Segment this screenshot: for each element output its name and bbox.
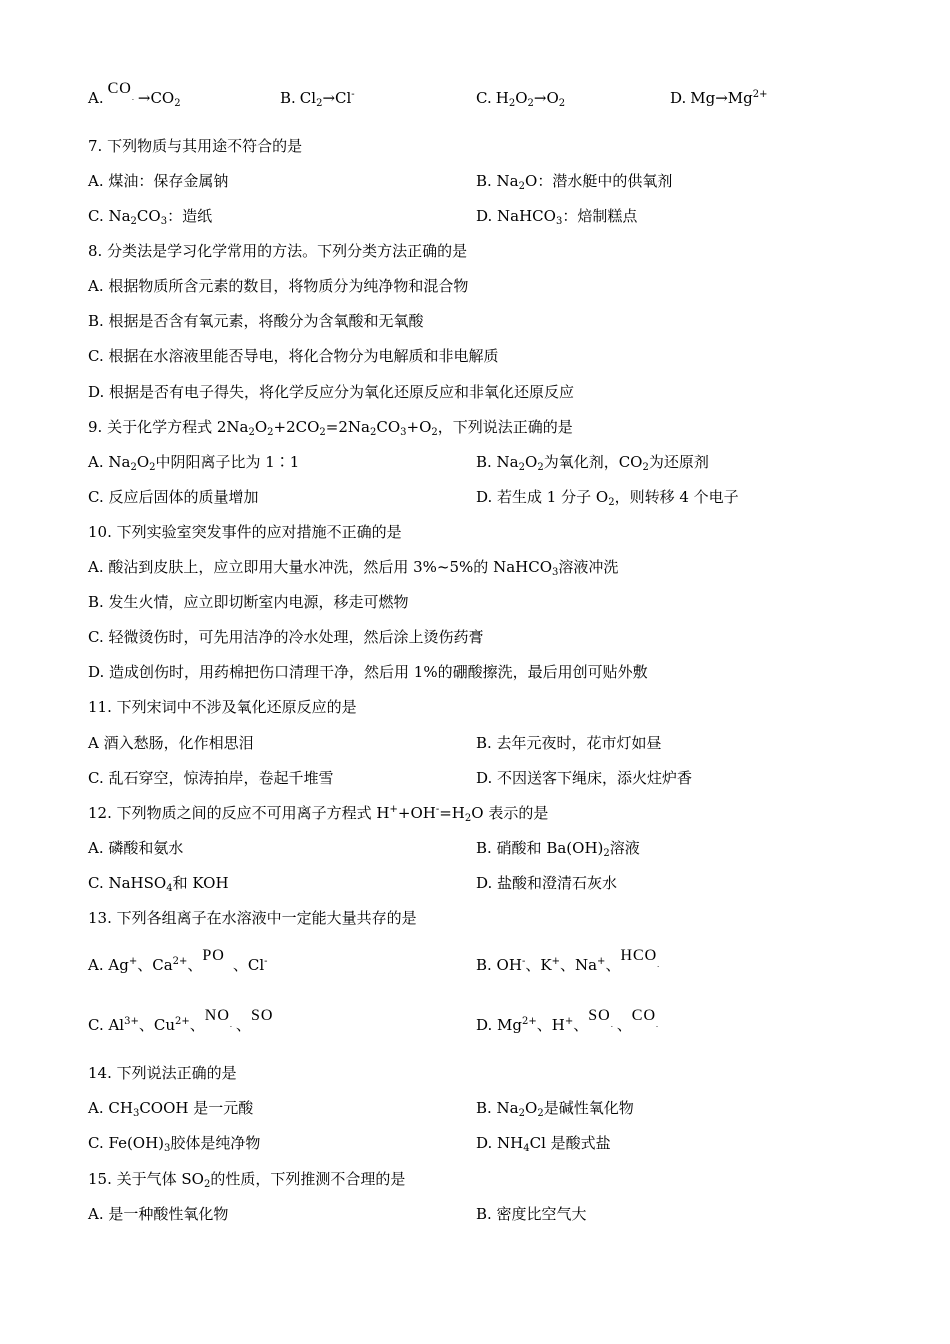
q14-stem: 14. 下列说法正确的是 <box>88 1064 237 1082</box>
q12-option-c: C. NaHSO$_4$和 KOH <box>88 874 229 894</box>
q12-option-a: A. 磷酸和氨水 <box>88 839 184 857</box>
q14-option-a: A. $CH_3COOH$ 是一元酸 <box>88 1099 254 1119</box>
q6-option-a: $A.CO- \to CO_2$ <box>88 80 181 109</box>
q7-option-b: B. $Na_2O$：潜水艇中的供氧剂 <box>476 172 673 192</box>
q8-stem: 8. 分类法是学习化学常用的方法。下列分类方法正确的是 <box>88 242 468 260</box>
q11-option-d: D. 不因送客下绳床，添火炷炉香 <box>476 769 693 787</box>
q10-option-d: D. 造成创伤时，用药棉把伤口清理干净，然后用 1%的硼酸擦洗，最后用创可贴外敷 <box>88 663 648 681</box>
q11-stem: 11. 下列宋词中不涉及氧化还原反应的是 <box>88 698 357 716</box>
q12-option-d: D. 盐酸和澄清石灰水 <box>476 874 618 892</box>
q6-option-c: C. $H_2O_2\to O_2$ <box>476 89 566 109</box>
q15-stem: 15. 关于气体 $SO_2$的性质，下列推测不合理的是 <box>88 1170 406 1190</box>
q13-option-d: D. $Mg^{2+}$、H+、SO- 、CO- <box>476 1007 659 1034</box>
sulfate-ion: SO <box>588 1007 611 1024</box>
q7-option-a: A. 煤油：保存金属钠 <box>88 172 229 190</box>
q9-option-d: D. 若生成 1 分子 $O_2$，则转移 4 个电子 <box>476 488 739 508</box>
q7-option-c: C. $Na_2CO_3$：造纸 <box>88 207 213 227</box>
q11-option-c: C. 乱石穿空，惊涛拍岸，卷起千堆雪 <box>88 769 334 787</box>
q8-option-c: C. 根据在水溶液里能否导电，将化合物分为电解质和非电解质 <box>88 347 499 365</box>
q6-option-d: D. $Mg\to Mg^{2+}$ <box>670 89 768 107</box>
q14-option-b: B. $Na_2O_2$是碱性氧化物 <box>476 1099 634 1119</box>
q15-option-a: A. 是一种酸性氧化物 <box>88 1205 229 1223</box>
q10-option-c: C. 轻微烫伤时，可先用洁净的冷水处理，然后涂上烫伤药膏 <box>88 628 484 646</box>
q13-option-a: A. Ag+、$Ca^{2+}$、PO、Cl- <box>88 947 268 974</box>
q9-option-a: A. $Na_2O_2$中阴阳离子比为 1∶1 <box>88 453 300 473</box>
q12-option-b: B. 硝酸和 $Ba(OH)_2$溶液 <box>476 839 640 859</box>
bicarbonate-ion: HCO <box>620 947 658 964</box>
q8-option-d: D. 根据是否有电子得失，将化学反应分为氧化还原反应和非氧化还原反应 <box>88 383 575 401</box>
carbonate-ion: CO <box>631 1007 656 1024</box>
q11-option-b: B. 去年元夜时，花市灯如昼 <box>476 734 662 752</box>
q10-option-a: A. 酸沾到皮肤上，应立即用大量水冲洗，然后用 3%~5%的 NaHCO$_3$溶液冲洗 <box>88 558 619 578</box>
q8-option-b: B. 根据是否含有氧元素，将酸分为含氧酸和无氧酸 <box>88 312 424 330</box>
q10-option-b: B. 发生火情，应立即切断室内电源，移走可燃物 <box>88 593 409 611</box>
phosphate-ion: PO <box>202 947 225 964</box>
q8-option-a: A. 根据物质所含元素的数目，将物质分为纯净物和混合物 <box>88 277 469 295</box>
q7-option-d: D. NaHCO$_3$：焙制糕点 <box>476 207 638 227</box>
q10-stem: 10. 下列实验室突发事件的应对措施不正确的是 <box>88 523 402 541</box>
q9-stem: 9. 关于化学方程式 $2Na_2O_2+2CO_2=2Na_2CO_3+O_2$，下列说法正确的是 <box>88 418 573 438</box>
q9-option-b: B. $Na_2O_2$为氧化剂，$CO_2$为还原剂 <box>476 453 709 473</box>
sulfate-ion: SO <box>250 1007 274 1024</box>
nitrate-ion: NO <box>204 1007 230 1024</box>
q12-stem: 12. 下列物质之间的反应不可用离子方程式 $H^++OH^-=H_2O$ 表示的是 <box>88 804 549 824</box>
q9-option-c: C. 反应后固体的质量增加 <box>88 488 259 506</box>
q11-option-a: A 酒入愁肠，化作相思泪 <box>88 734 254 752</box>
q6-option-b: B. $Cl_2\to Cl^-$ <box>280 89 355 109</box>
q14-option-c: C. $Fe(OH)_3$胶体是纯净物 <box>88 1134 261 1154</box>
q14-option-d: D. $NH_4Cl$ 是酸式盐 <box>476 1134 611 1154</box>
q13-option-b: B. OH-、K+、Na+、HCO- <box>476 947 660 974</box>
q15-option-b: B. 密度比空气大 <box>476 1205 587 1223</box>
q13-option-c: C. $Al^{3+}$、$Cu^{2+}$、NO- 、SO <box>88 1007 274 1034</box>
q7-stem: 7. 下列物质与其用途不符合的是 <box>88 137 303 155</box>
q13-stem: 13. 下列各组离子在水溶液中一定能大量共存的是 <box>88 909 417 927</box>
carbonate-ion: CO <box>107 80 132 97</box>
